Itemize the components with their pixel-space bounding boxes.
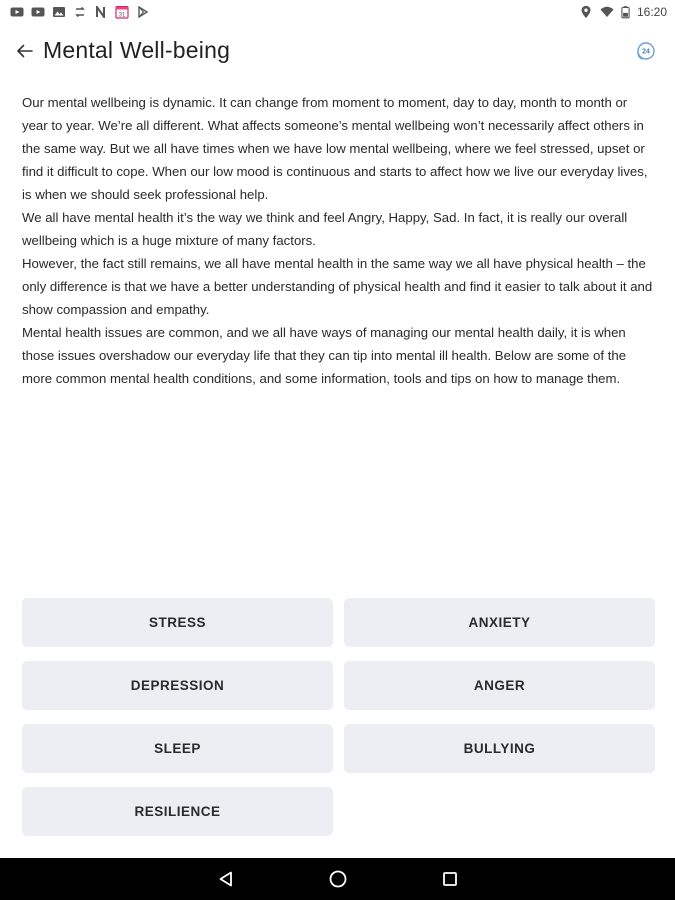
- wifi-icon: [600, 6, 614, 18]
- sync-icon: [73, 6, 87, 18]
- resilience-button[interactable]: RESILIENCE: [22, 787, 333, 836]
- status-bar-notifications: [10, 5, 150, 19]
- paragraph: Mental health issues are common, and we all have ways of managing our mental health daily, it is when those issues overshadow our everyday life that they can tip into mental ill health. Below are some of the more common mental health conditions, and some information, tools and tips on how to manage them.: [22, 325, 627, 386]
- calendar-day: 31: [118, 12, 126, 19]
- stress-button[interactable]: STRESS: [22, 598, 333, 647]
- nav-back-button[interactable]: [215, 868, 237, 890]
- battery-icon: [621, 5, 630, 19]
- calendar-icon: [115, 5, 129, 19]
- location-icon: [579, 5, 593, 19]
- arrow-left-icon: [15, 41, 35, 61]
- page-title: Mental Well-being: [43, 37, 231, 63]
- paragraph: However, the fact still remains, we all have mental health in the same way we all have physical health – the only difference is that we have a better understanding of physical health and find it easier to talk about it and show compassion and empathy.: [22, 256, 653, 317]
- recents-square-icon: [441, 870, 459, 888]
- depression-button[interactable]: DEPRESSION: [22, 661, 333, 710]
- nav-recents-button[interactable]: [439, 868, 461, 890]
- gallery-icon: [52, 6, 66, 18]
- sleep-button[interactable]: SLEEP: [22, 724, 333, 773]
- status-time: 16:20: [636, 5, 667, 19]
- youtube-icon: [10, 6, 24, 18]
- youtube-icon: [31, 6, 45, 18]
- support-badge: 24: [642, 48, 650, 56]
- system-nav-bar: [0, 858, 675, 900]
- anger-button[interactable]: ANGER: [344, 661, 655, 710]
- support-24-button[interactable]: [633, 38, 659, 64]
- paragraph: We all have mental health it’s the way we think and feel Angry, Happy, Sad. In fact, it is really our overall wellbeing which is a huge mixture of many factors.: [22, 210, 628, 248]
- home-circle-icon: [328, 869, 348, 889]
- anxiety-button[interactable]: ANXIETY: [344, 598, 655, 647]
- article-text: [22, 91, 656, 390]
- play-store-icon: [136, 6, 150, 18]
- netflix-icon: [94, 6, 108, 18]
- app-bar: [0, 28, 675, 74]
- topic-button-grid: [22, 598, 655, 836]
- status-bar-system: [579, 5, 667, 19]
- support-24-icon: [635, 40, 657, 62]
- back-triangle-icon: [217, 870, 235, 888]
- status-bar: [0, 0, 675, 24]
- bullying-button[interactable]: BULLYING: [344, 724, 655, 773]
- nav-home-button[interactable]: [327, 868, 349, 890]
- back-button[interactable]: [12, 38, 38, 64]
- paragraph: Our mental wellbeing is dynamic. It can change from moment to moment, day to day, month to month or year to year. We’re all different. What affects someone’s mental wellbeing won’t necessarily affect others in the same way. But we all have times when we have low mental wellbeing, where we feel stressed, upset or find it difficult to cope. When our low mood is continuous and starts to affect how we live our everyday lives, is when we should seek professional help.: [22, 95, 648, 202]
